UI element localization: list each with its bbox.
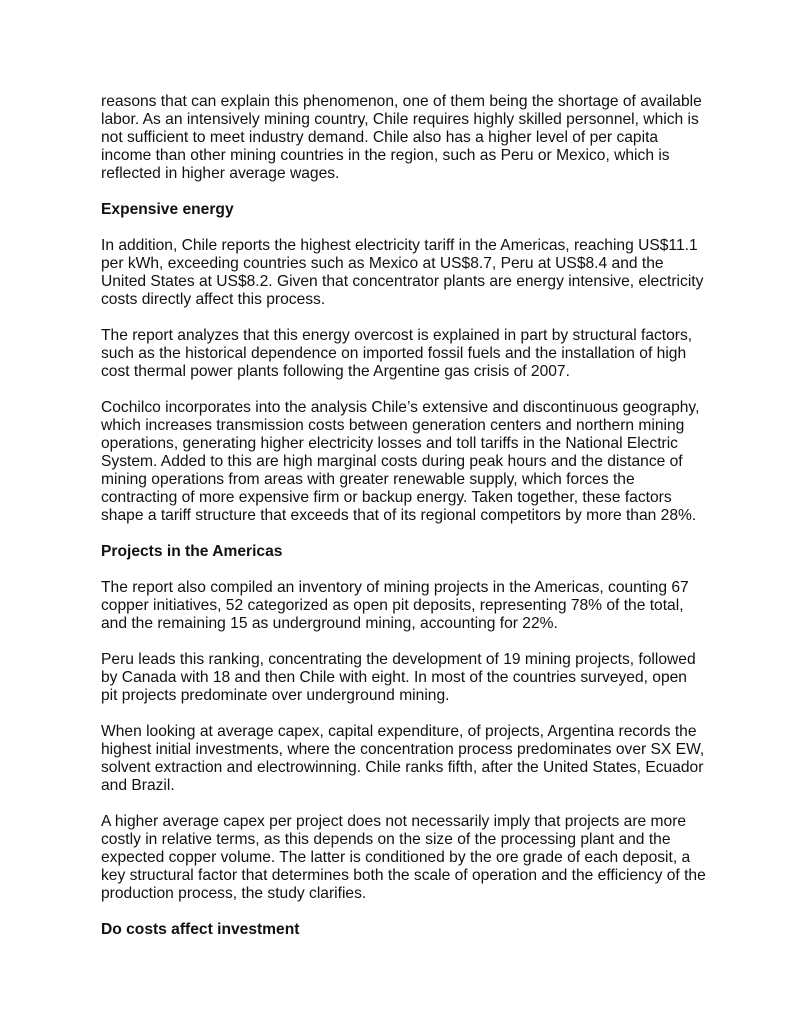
document-page: [101, 93, 707, 957]
paragraph-project-inventory: The report also compiled an inventory of mining projects in the Americas, counting 67 copper initiatives, 52 categorized as open pit deposits, representing 78% of the total, and the remaining 15 as underground mining, accounting for 22%.: [101, 579, 689, 632]
paragraph-capex-relative: A higher average capex per project does not necessarily imply that projects are more costly in relative terms, as this depends on the size of the processing plant and the expected copper volume. The latter is conditioned by the ore grade of each deposit, a key structural factor that determines both the scale of operation and the efficiency of the production process, the study clarifies.: [101, 813, 706, 902]
heading-costs-investment: Do costs affect investment: [101, 921, 300, 938]
paragraph-labor-shortage: reasons that can explain this phenomenon, one of them being the shortage of available labor. As an intensively mining country, Chile requires highly skilled personnel, which is not sufficient to meet industry demand. Chile also has a higher level of per capita income than other mining countries in the region, such as Peru or Mexico, which is reflected in higher average wages.: [101, 93, 702, 182]
paragraph-average-capex: When looking at average capex, capital expenditure, of projects, Argentina records the highest initial investments, where the concentration process predominates over SX EW, solvent extraction and electrowinning. Chile ranks fifth, after the United States, Ecuador and Brazil.: [101, 723, 705, 794]
paragraph-electricity-tariff: In addition, Chile reports the highest electricity tariff in the Americas, reaching US$11.1 per kWh, exceeding countries such as Mexico at US$8.7, Peru at US$8.4 and the United States at US$8.2. Given that concentrator plants are energy intensive, electricity costs directly affect this process.: [101, 237, 704, 308]
paragraph-energy-overcost: The report analyzes that this energy overcost is explained in part by structural factors, such as the historical dependence on imported fossil fuels and the installation of high cost thermal power plants following the Argentine gas crisis of 2007.: [101, 327, 693, 380]
heading-projects-americas: Projects in the Americas: [101, 543, 283, 560]
heading-expensive-energy: Expensive energy: [101, 201, 234, 218]
paragraph-peru-ranking: Peru leads this ranking, concentrating the development of 19 mining projects, followed by Canada with 18 and then Chile with eight. In most of the countries surveyed, open pit projects predominate over underground mining.: [101, 651, 696, 704]
paragraph-geography: Cochilco incorporates into the analysis Chile’s extensive and discontinuous geography, which increases transmission costs between generation centers and northern mining operations, generating higher electricity losses and toll tariffs in the National Electric System. Added to this are high marginal costs during peak hours and the distance of mining operations from areas with greater renewable supply, which forces the contracting of more expensive firm or backup energy. Taken together, these factors shape a tariff structure that exceeds that of its regional competitors by more than 28%.: [101, 399, 700, 524]
